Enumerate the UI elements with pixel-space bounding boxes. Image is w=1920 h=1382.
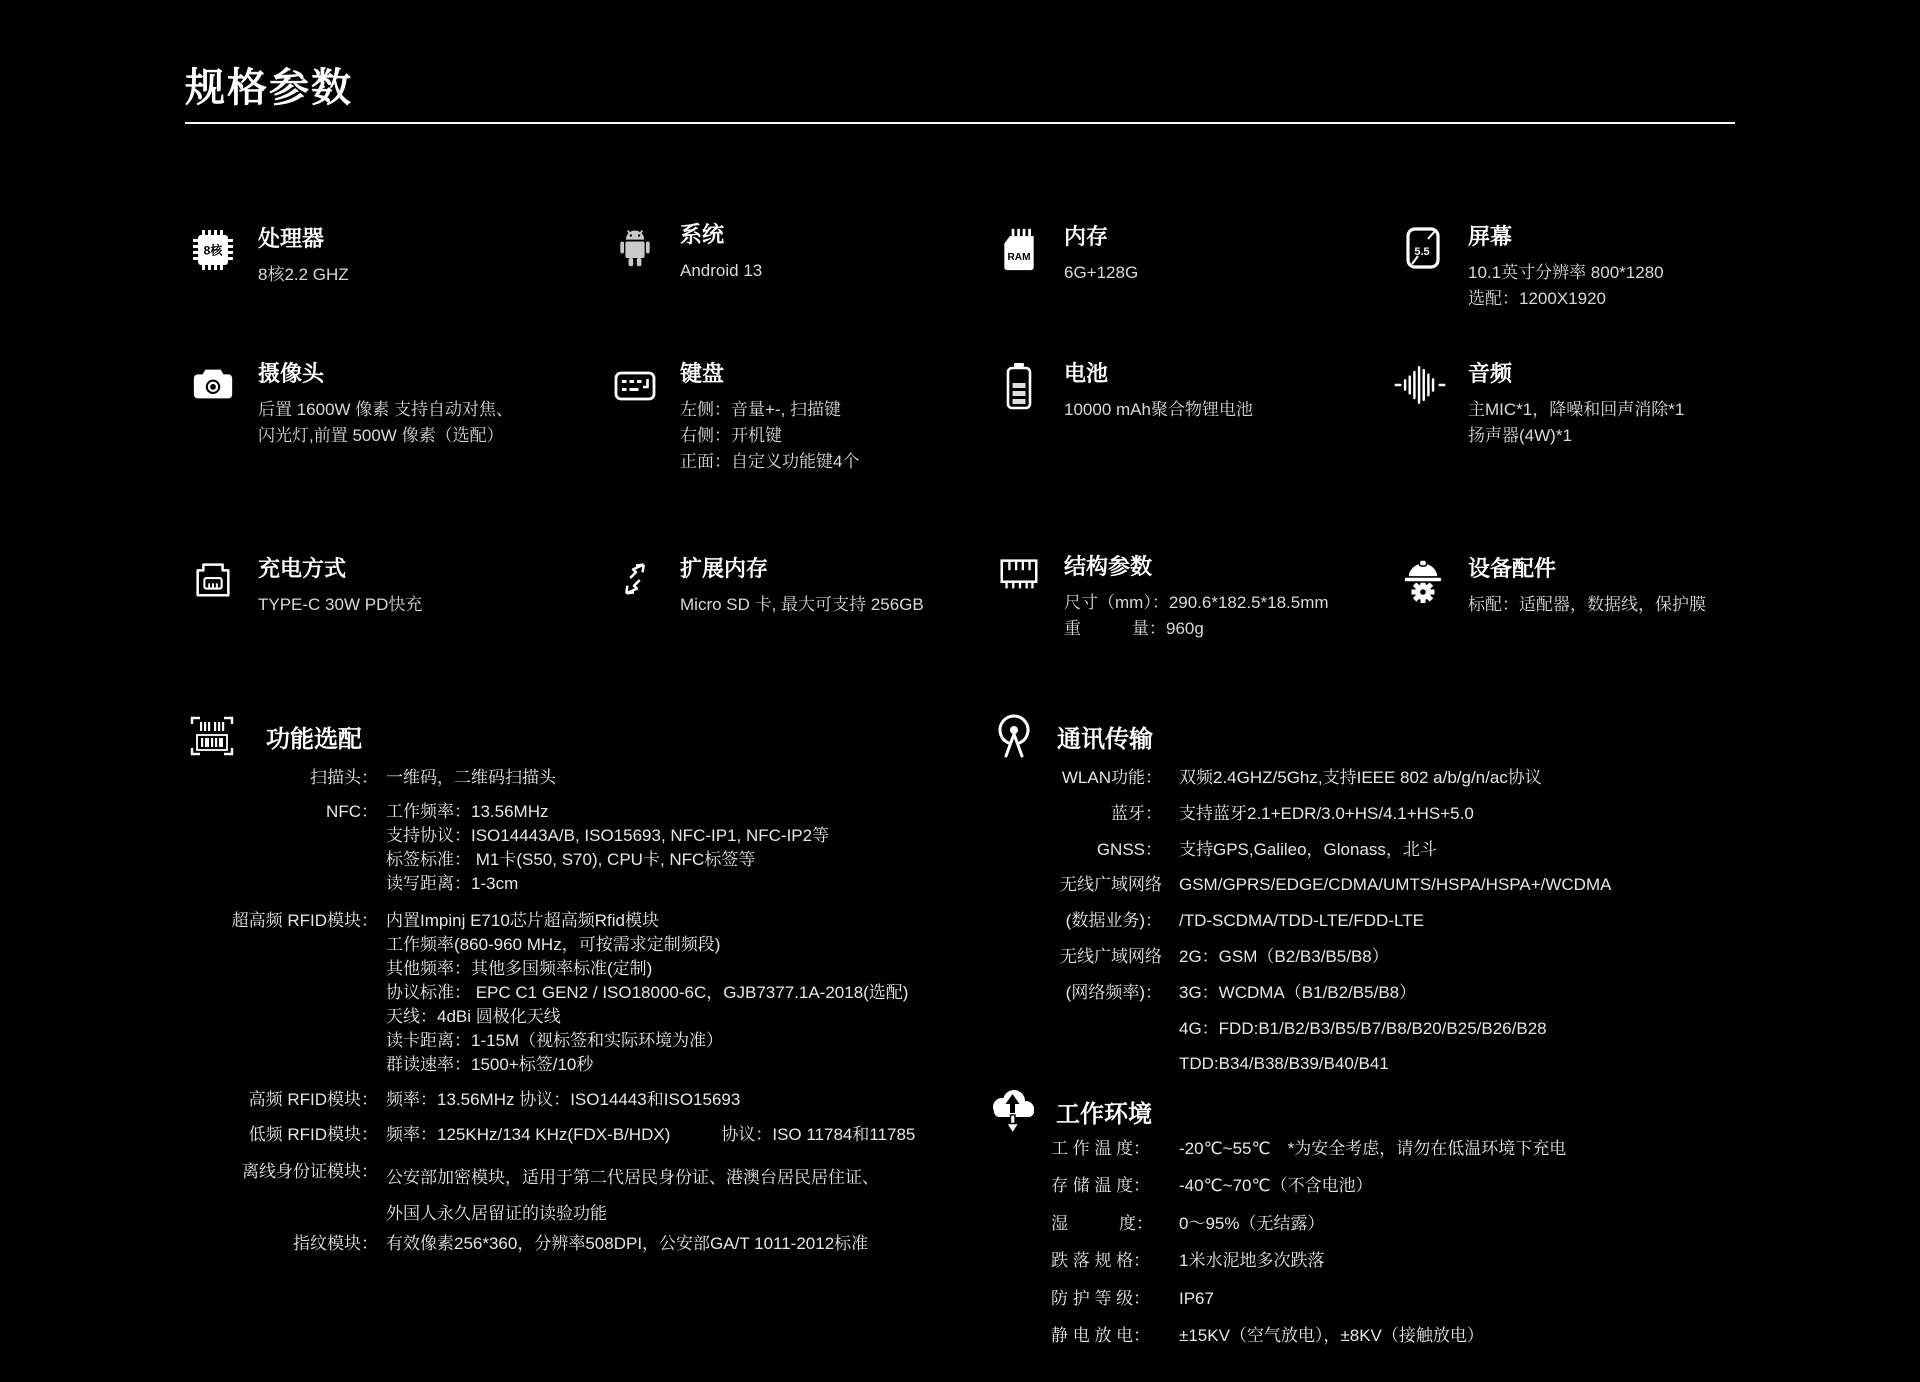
spec-card-structure	[994, 554, 1329, 642]
spec-row	[1040, 939, 1760, 975]
spec-row-label: 静 电 放 电：	[1051, 1326, 1151, 1346]
spec-row-value: 公安部加密模块，适用于第二代居民身份证、港澳台居民居住证、 外国人永久居留证的读验功能	[386, 1168, 879, 1223]
spec-title: 摄像头	[258, 361, 325, 386]
section-title: 工作环境	[1056, 1100, 1152, 1128]
barcode-icon	[188, 712, 236, 760]
spec-row-label: 湿 度：	[1051, 1213, 1153, 1233]
spec-row-value: /TD-SCDMA/TDD-LTE/FDD-LTE	[1179, 911, 1424, 931]
spec-row-value: -20℃~55℃ *为安全考虑，请勿在低温环境下充电	[1179, 1139, 1567, 1158]
spec-row-label: 蓝牙：	[1111, 803, 1162, 823]
spec-title: 音频	[1468, 361, 1513, 386]
spec-title: 键盘	[680, 361, 725, 386]
svg-text:RAM: RAM	[1007, 252, 1031, 263]
env-spec-list	[1051, 1130, 1791, 1354]
spec-title: 扩展内存	[680, 556, 769, 581]
spec-title: 系统	[680, 222, 725, 247]
comm-section-header	[988, 710, 1153, 762]
spec-row-label: 低频 RFID模块：	[248, 1125, 378, 1144]
spec-row-label: 离线身份证模块：	[242, 1162, 378, 1181]
spec-row-value: 4G：FDD:B1/B2/B3/B5/B7/B8/B20/B25/B26/B28	[1179, 1018, 1547, 1038]
helmet-gear-icon	[1398, 556, 1448, 606]
spec-row	[1040, 1046, 1760, 1082]
spec-row-value: 3G：WCDMA（B1/B2/B5/B8）	[1179, 982, 1417, 1002]
page-title: 规格参数	[185, 66, 353, 110]
spec-value: 左侧：音量+-, 扫描键 右侧：开机键 正面：自定义功能键4个	[680, 400, 860, 471]
ram-card-icon	[994, 224, 1044, 274]
spec-value: 尺寸（mm）：290.6*182.5*18.5mm 重 量：960g	[1064, 593, 1329, 638]
spec-row-value: 频率：125KHz/134 KHz(FDX-B/HDX) 协议：ISO 11784和11785	[386, 1125, 916, 1144]
spec-title: 屏幕	[1468, 224, 1513, 249]
spec-row-value: -40℃~70℃（不含电池）	[1179, 1176, 1373, 1196]
spec-value: 6G+128G	[1064, 263, 1139, 282]
spec-title: 电池	[1064, 361, 1109, 386]
spec-card-processor	[188, 226, 349, 288]
spec-value: 标配：适配器，数据线，保护膜	[1468, 595, 1706, 614]
spec-value: Micro SD 卡, 最大可支持 256GB	[680, 595, 924, 614]
spec-card-battery	[994, 361, 1253, 423]
screen-size-icon	[1398, 224, 1448, 272]
spec-row	[1051, 1205, 1791, 1242]
spec-row-value: ±15KV（空气放电），±8KV（接触放电）	[1179, 1326, 1484, 1346]
spec-value: 10000 mAh聚合物锂电池	[1064, 400, 1253, 419]
spec-card-audio	[1392, 361, 1684, 449]
spec-row-label: 指纹模块：	[293, 1234, 378, 1253]
spec-row-label: 防 护 等 级：	[1051, 1288, 1151, 1308]
spec-row	[1051, 1317, 1791, 1354]
function-spec-list	[185, 766, 945, 1266]
spec-value: 后置 1600W 像素 支持自动对焦、 闪光灯,前置 500W 像素（选配）	[258, 400, 514, 445]
spec-row-label: (网络频率)：	[1065, 982, 1162, 1002]
spec-row-value: TDD:B34/B38/B39/B40/B41	[1179, 1054, 1389, 1074]
battery-icon	[994, 361, 1044, 411]
svg-text:5.5: 5.5	[1414, 246, 1430, 258]
spec-row-value: IP67	[1179, 1288, 1214, 1308]
spec-row-label: 存 储 温 度：	[1051, 1176, 1151, 1196]
spec-title: 处理器	[258, 226, 325, 251]
spec-value: 10.1英寸分辨率 800*1280 选配：1200X1920	[1468, 263, 1664, 308]
spec-row-value: GSM/GPRS/EDGE/CDMA/UMTS/HSPA/HSPA+/WCDMA	[1179, 875, 1612, 895]
spec-row-value: 内置Impinj E710芯片超高频Rfid模块 工作频率(860-960 MHz，可按需求定制频段) 其他频率：其他多国频率标准(定制) 协议标准： EPC C1 GEN2 / ISO18000-6C，GJB7377.1A-2018(选配) 天线：4dBi 圆极化天线 读卡距离：1-15M（视标签和实际环境为准） 群读速率：1500+标签/10秒	[386, 911, 909, 1074]
cloud-arrows-icon	[986, 1085, 1040, 1137]
spec-row-value: 支持GPS,Galileo，Glonass，北斗	[1179, 839, 1437, 859]
keyboard-icon	[610, 361, 660, 409]
spec-row-label: 扫描头：	[310, 768, 378, 787]
spec-row	[185, 1123, 945, 1147]
spec-row-label: GNSS：	[1096, 839, 1162, 859]
spec-card-camera	[188, 361, 513, 449]
spec-row-value: 频率：13.56MHz 协议：ISO14443和ISO15693	[386, 1090, 741, 1109]
spec-title: 充电方式	[258, 556, 347, 581]
spec-row-label: 跌 落 规 格：	[1051, 1251, 1151, 1271]
comm-spec-list	[1040, 760, 1760, 1082]
antenna-icon	[988, 710, 1040, 762]
spec-row-value: 有效像素256*360，分辨率508DPI，公安部GA/T 1011-2012标准	[386, 1234, 869, 1253]
spec-card-system	[610, 222, 762, 284]
spec-row-value: 支持蓝牙2.1+EDR/3.0+HS/4.1+HS+5.0	[1179, 803, 1474, 823]
spec-card-memory	[994, 224, 1138, 286]
function-section-header	[188, 712, 362, 760]
spec-row	[1051, 1242, 1791, 1279]
spec-row	[1040, 867, 1760, 903]
spec-row-value: 一维码，二维码扫描头	[386, 768, 556, 787]
spec-card-accessories	[1398, 556, 1706, 618]
spec-row-value: 1米水泥地多次跌落	[1179, 1251, 1325, 1271]
spec-row-value: 0～95%（无结露）	[1179, 1213, 1325, 1233]
spec-row	[1040, 1011, 1760, 1047]
spec-row-label: 无线广域网络	[1060, 946, 1162, 966]
section-title: 通讯传输	[1057, 725, 1153, 753]
audio-wave-icon	[1392, 361, 1448, 409]
spec-row	[1040, 796, 1760, 832]
spec-row	[1040, 760, 1760, 796]
spec-row	[1051, 1280, 1791, 1317]
spec-row-label: 工 作 温 度：	[1051, 1139, 1151, 1158]
spec-value: Android 13	[680, 261, 763, 280]
spec-card-screen	[1398, 224, 1664, 312]
spec-title: 设备配件	[1468, 556, 1557, 581]
spec-card-expand-memory	[610, 556, 924, 618]
connector-icon	[994, 554, 1044, 596]
spec-row	[185, 766, 945, 790]
spec-row	[185, 1232, 945, 1256]
spec-row	[185, 1088, 945, 1112]
spec-row-label: 无线广域网络	[1060, 875, 1162, 895]
spec-row-label	[1040, 1046, 1162, 1082]
spec-row	[185, 800, 945, 896]
spec-row-label: (数据业务)：	[1065, 911, 1162, 931]
spec-row-value: 工作频率：13.56MHz 支持协议：ISO14443A/B, ISO15693, NFC-IP1, NFC-IP2等 标签标准： M1卡(S50, S70), CPU卡, NFC标签等 读写距离：1-3cm	[386, 802, 830, 893]
spec-card-keyboard	[610, 361, 859, 475]
spec-row	[1051, 1130, 1791, 1167]
spec-row-value: 双频2.4GHZ/5Ghz,支持IEEE 802 a/b/g/n/ac协议	[1179, 768, 1542, 787]
spec-row	[1040, 903, 1760, 939]
charge-port-icon	[188, 556, 238, 602]
spec-value: 8核2.2 GHZ	[258, 265, 349, 284]
spec-row-label: NFC：	[326, 802, 378, 821]
spec-value: TYPE-C 30W PD快充	[258, 595, 423, 614]
spec-value: 主MIC*1，降噪和回声消除*1 扬声器(4W)*1	[1468, 400, 1685, 445]
spec-title: 内存	[1064, 224, 1109, 249]
spec-row-label: 超高频 RFID模块：	[231, 911, 378, 930]
spec-card-charging	[188, 556, 422, 618]
camera-icon	[188, 361, 238, 405]
android-icon	[610, 222, 660, 272]
spec-row-label: 高频 RFID模块：	[248, 1090, 378, 1109]
chip-icon	[188, 226, 238, 274]
spec-row	[185, 909, 945, 1077]
spec-row-value: 2G：GSM（B2/B3/B5/B8）	[1179, 946, 1389, 966]
spec-row-label: WLAN功能：	[1061, 768, 1162, 787]
section-title: 功能选配	[266, 725, 362, 753]
spec-row-label	[1040, 1011, 1162, 1047]
spec-row	[1040, 832, 1760, 868]
spec-title: 结构参数	[1064, 554, 1153, 579]
svg-text:8核: 8核	[203, 243, 223, 258]
spec-row	[1051, 1167, 1791, 1204]
expand-arrows-icon	[610, 556, 660, 602]
spec-row	[1040, 975, 1760, 1011]
title-divider	[185, 122, 1735, 124]
spec-row	[185, 1160, 945, 1232]
